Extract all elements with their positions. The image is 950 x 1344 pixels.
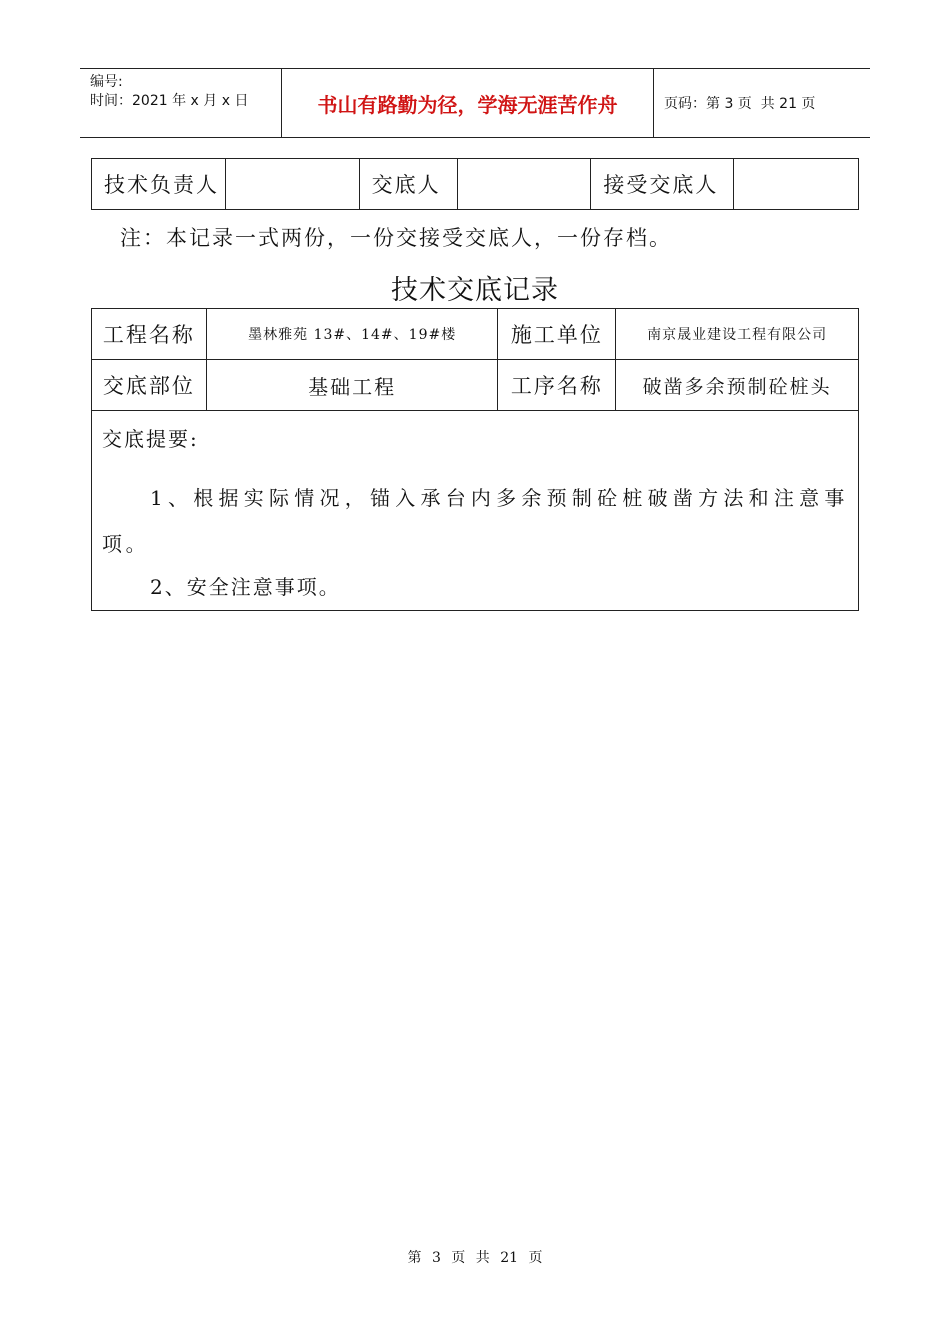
part-value: 基础工程: [206, 360, 498, 411]
project-name-value: 墨林雅苑 13#、14#、19#楼: [206, 309, 498, 360]
summary-heading: 交底提要:: [102, 427, 199, 451]
tech-lead-value[interactable]: [225, 159, 359, 210]
page-header: [80, 68, 870, 138]
receiver-value[interactable]: [734, 159, 859, 210]
project-name-label: 工程名称: [92, 309, 207, 360]
process-label: 工序名称: [498, 360, 616, 411]
record-note: 注：本记录一式两份，一份交接受交底人，一份存档。: [120, 226, 672, 250]
part-label: 交底部位: [92, 360, 207, 411]
header-motto: 书山有路勤为径，学海无涯苦作舟: [282, 69, 654, 137]
time-label: 时间：2021 年 x 月 x 日: [90, 93, 249, 109]
contractor-label: 施工单位: [498, 309, 616, 360]
document-title: 技术交底记录: [391, 275, 559, 306]
footer-page-number: 第 3 页 共 21 页: [407, 1250, 543, 1266]
contractor-value: 南京晟业建设工程有限公司: [616, 309, 859, 360]
summary-item-2: 2、安全注意事项。: [150, 575, 341, 599]
receiver-label: 接受交底人: [591, 159, 734, 210]
page-footer: [0, 1247, 950, 1267]
summary-cell: [92, 411, 859, 611]
signature-table: [91, 158, 859, 210]
record-table: [91, 308, 859, 611]
briefer-label: 交底人: [359, 159, 457, 210]
header-meta: [80, 69, 282, 137]
process-value: 破凿多余预制砼桩头: [616, 360, 859, 411]
briefer-value[interactable]: [457, 159, 591, 210]
summary-item-1: 1、根据实际情况，锚入承台内多余预制砼桩破凿方法和注意事项。: [102, 486, 848, 556]
tech-lead-label: 技术负责人: [92, 159, 226, 210]
serial-label: 编号:: [90, 74, 123, 90]
page-info-text: 页码：第 3 页 共 21 页: [664, 96, 816, 112]
header-page-info: [654, 69, 870, 137]
